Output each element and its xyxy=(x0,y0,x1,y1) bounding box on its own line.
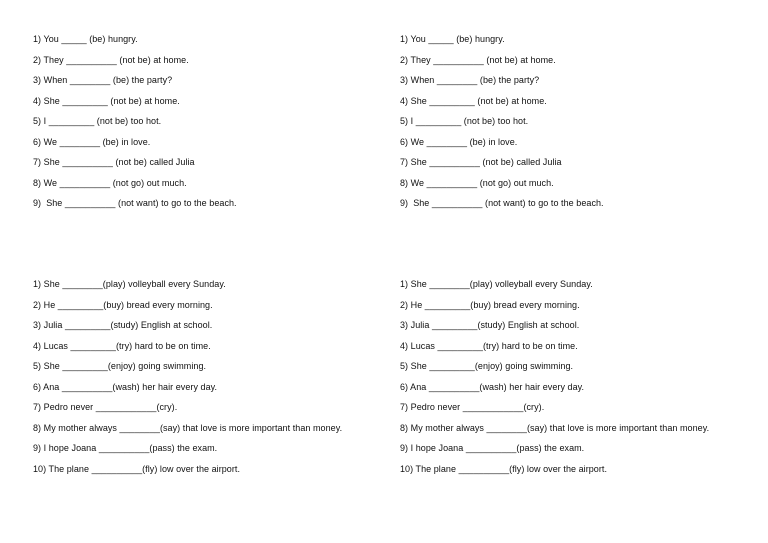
sentence-7: 7) Pedro never ____________(cry). xyxy=(33,402,178,412)
sentence-4: 4) Lucas _________(try) hard to be on time. xyxy=(400,340,578,351)
sentence-4: 4) She _________ (not be) at home. xyxy=(33,95,180,106)
sentence-8: 8) We __________ (not go) out much. xyxy=(400,177,554,188)
sentence-2: 2) They __________ (not be) at home. xyxy=(400,54,556,65)
sentence-9: 9) She __________ (not want) to go to the beach. xyxy=(400,198,604,208)
sentence-5: 5) She _________(enjoy) going swimming. xyxy=(400,361,574,371)
sentence-8: 8) My mother always ________(say) that love is more important than money. xyxy=(400,422,710,433)
sentence-1: 1) You _____ (be) hungry. xyxy=(400,34,505,44)
sentence-6: 6) Ana __________(wash) her hair every day. xyxy=(400,381,585,392)
sentence-10: 10) The plane __________(fly) low over the airport. xyxy=(33,463,241,474)
sentence-2: 2) He _________(buy) bread every morning. xyxy=(400,299,580,310)
sentence-8: 8) We __________ (not go) out much. xyxy=(33,177,187,188)
sentence-3: 3) Julia _________(study) English at school. xyxy=(400,320,580,330)
sentence-4: 4) Lucas _________(try) hard to be on time. xyxy=(33,340,211,351)
exercise-1-left xyxy=(33,29,237,214)
sentence-7: 7) Pedro never ____________(cry). xyxy=(400,402,545,412)
sentence-3: 3) When ________ (be) the party? xyxy=(33,75,173,85)
exercise-2-right xyxy=(400,274,709,479)
sentence-7: 7) She __________ (not be) called Julia xyxy=(33,157,195,167)
sentence-6: 6) We ________ (be) in love. xyxy=(33,136,151,147)
sentence-5: 5) I _________ (not be) too hot. xyxy=(33,116,162,126)
sentence-3: 3) Julia _________(study) English at school. xyxy=(33,320,213,330)
sentence-1: 1) You _____ (be) hungry. xyxy=(33,34,138,44)
sentence-4: 4) She _________ (not be) at home. xyxy=(400,95,547,106)
exercise-1-right xyxy=(400,29,604,214)
sentence-3: 3) When ________ (be) the party? xyxy=(400,75,540,85)
sentence-5: 5) I _________ (not be) too hot. xyxy=(400,116,529,126)
sentence-9: 9) I hope Joana __________(pass) the exam. xyxy=(33,443,218,453)
sentence-1: 1) She ________(play) volleyball every Sunday. xyxy=(33,279,226,289)
sentence-10: 10) The plane __________(fly) low over the airport. xyxy=(400,463,608,474)
sentence-9: 9) I hope Joana __________(pass) the exam. xyxy=(400,443,585,453)
sentence-9: 9) She __________ (not want) to go to the beach. xyxy=(33,198,237,208)
exercise-2-left xyxy=(33,274,342,479)
sentence-7: 7) She __________ (not be) called Julia xyxy=(400,157,562,167)
sentence-6: 6) Ana __________(wash) her hair every day. xyxy=(33,381,218,392)
sentence-8: 8) My mother always ________(say) that love is more important than money. xyxy=(33,422,343,433)
sentence-1: 1) She ________(play) volleyball every Sunday. xyxy=(400,279,593,289)
sentence-2: 2) They __________ (not be) at home. xyxy=(33,54,189,65)
sentence-5: 5) She _________(enjoy) going swimming. xyxy=(33,361,207,371)
sentence-2: 2) He _________(buy) bread every morning. xyxy=(33,299,213,310)
sentence-6: 6) We ________ (be) in love. xyxy=(400,136,518,147)
